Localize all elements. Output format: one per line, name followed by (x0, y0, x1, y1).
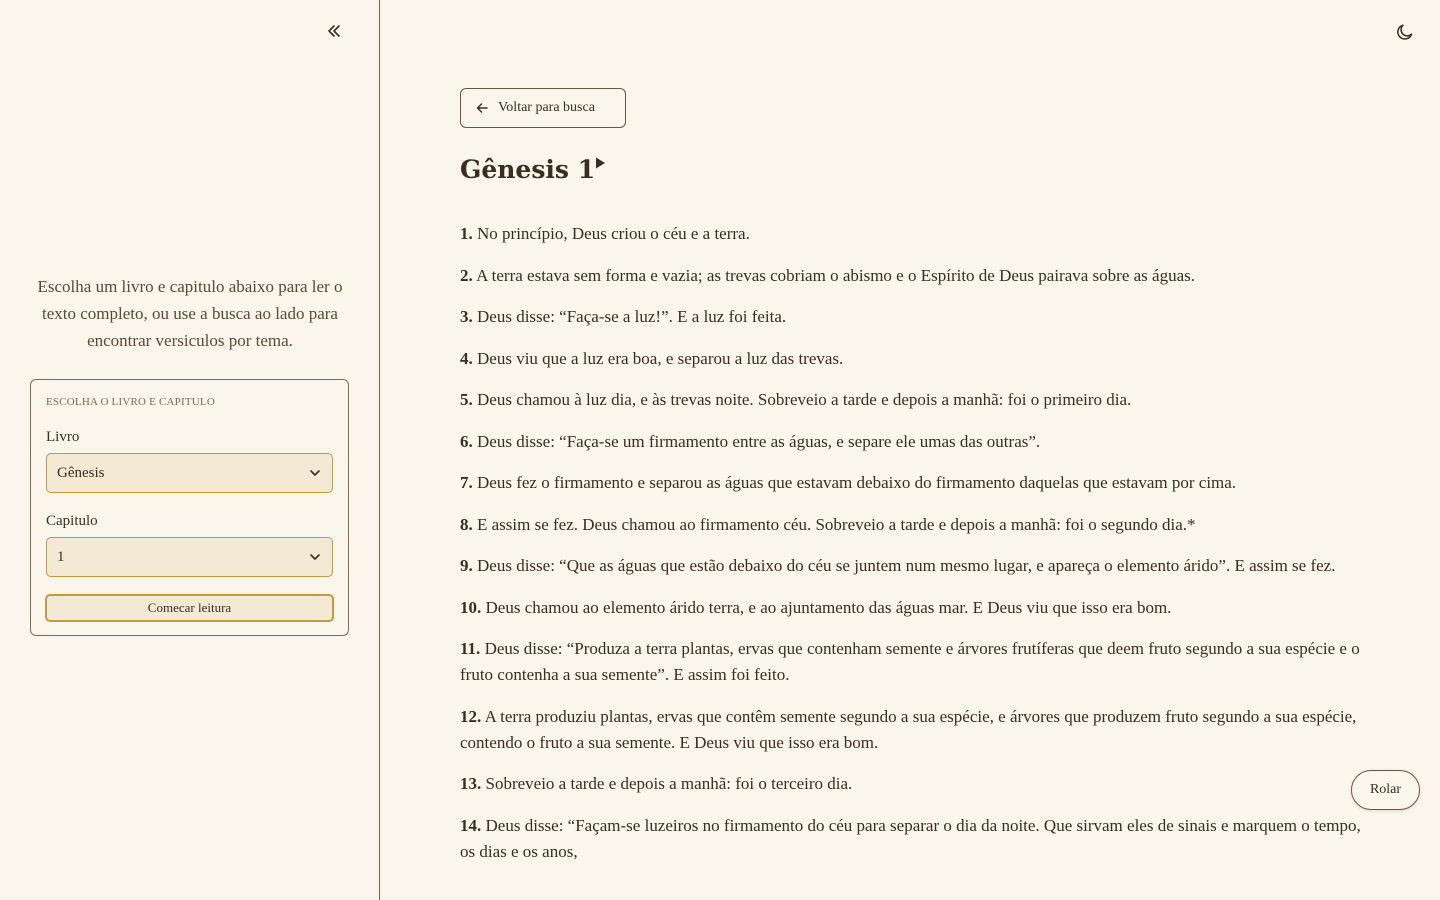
collapse-sidebar-button[interactable] (322, 19, 346, 43)
verse (460, 387, 1365, 413)
play-icon (594, 156, 606, 170)
book-select-value: Gênesis (57, 464, 105, 481)
verse (460, 263, 1365, 289)
verse-text: A terra produziu plantas, ervas que contêm semente segundo a sua espécie, e árvores que produzem fruto segundo a sua espécie, contendo o fruto a sua semente. E Deus viu que isso era bom. (460, 706, 1357, 752)
verse (460, 304, 1365, 330)
verse-number: 2. (460, 265, 473, 285)
verse-number: 4. (460, 348, 473, 368)
verse-text: Deus disse: “Que as águas que estão debaixo do céu se juntem num mesmo lugar, e apareça o elemento árido”. E assim se fez. (477, 556, 1336, 575)
verse-list (460, 221, 1365, 880)
verse-text: Deus disse: “Faça-se a luz!”. E a luz foi feita. (477, 307, 787, 326)
verse-number: 8. (460, 514, 473, 534)
verse (460, 221, 1365, 247)
verse (460, 636, 1365, 688)
verse (460, 346, 1365, 372)
chapter-select[interactable] (46, 537, 333, 577)
start-reading-button[interactable]: Comecar leitura (45, 594, 334, 622)
verse-number: 6. (460, 431, 473, 451)
auto-scroll-button[interactable]: Rolar (1351, 770, 1420, 810)
verse (460, 429, 1365, 455)
book-label: Livro (46, 429, 80, 445)
verse-number: 3. (460, 307, 473, 326)
verse-text: E assim se fez. Deus chamou ao firmamento céu. Sobreveio a tarde e depois a manhã: foi o segundo dia.* (477, 514, 1196, 534)
verse-text: No princípio, Deus criou o céu e a terra. (477, 224, 750, 243)
theme-toggle-button[interactable] (1393, 20, 1417, 44)
sidebar-intro-text: Escolha um livro e capitulo abaixo para ler o texto completo, ou use a busca ao lado para encontrar versiculos por tema. (37, 277, 343, 350)
arrow-left-icon (475, 101, 489, 115)
verse-number: 12. (460, 706, 482, 726)
book-chapter-picker (30, 379, 349, 636)
chevron-down-icon (308, 550, 322, 564)
chevron-down-icon (308, 466, 322, 480)
picker-title: ESCOLHA O LIVRO E CAPITULO (46, 396, 215, 408)
verse-number: 7. (460, 473, 473, 492)
verse-text: Deus viu que a luz era boa, e separou a luz das trevas. (477, 348, 844, 368)
verse-text: Deus chamou ao elemento árido terra, e ao ajuntamento das águas mar. E Deus viu que isso era bom. (485, 597, 1172, 617)
verse-text: Sobreveio a tarde e depois a manhã: foi o terceiro dia. (485, 774, 853, 793)
verse-text: Deus disse: “Façam-se luzeiros no firmamento do céu para separar o dia da noite. Que sirvam eles de sinais e marquem o tempo, os dias e os anos, (460, 815, 1361, 861)
verse-text: Deus disse: “Produza a terra plantas, ervas que contenham semente e árvores frutíferas que deem fruto segundo a sua espécie e o fruto contenha a sua semente”. E assim foi feito. (460, 639, 1360, 684)
verse-number: 13. (460, 774, 482, 793)
verse-text: A terra estava sem forma e vazia; as trevas cobriam o abismo e o Espírito de Deus pairava sobre as águas. (476, 265, 1195, 285)
verse-number: 9. (460, 556, 473, 575)
chapter-title: Gênesis 1 (460, 155, 596, 184)
verse (460, 813, 1365, 865)
book-select[interactable] (46, 453, 333, 493)
verse-number: 11. (460, 639, 481, 658)
moon-icon (1395, 22, 1415, 42)
verse (460, 704, 1365, 756)
verse (460, 512, 1365, 538)
chapter-select-value: 1 (57, 548, 65, 565)
verse (460, 595, 1365, 621)
verse-number: 14. (460, 815, 482, 835)
verse-number: 5. (460, 390, 473, 409)
verse (460, 771, 1365, 797)
chapter-label: Capitulo (46, 513, 98, 529)
verse (460, 470, 1365, 496)
sidebar (0, 0, 380, 900)
double-chevron-left-icon (325, 22, 343, 40)
verse-text: Deus fez o firmamento e separou as águas que estavam debaixo do firmamento daquelas que estavam por cima. (477, 473, 1237, 492)
back-to-search-button[interactable] (460, 88, 626, 128)
verse (460, 553, 1365, 579)
back-to-search-label: Voltar para busca (498, 100, 595, 115)
verse-number: 10. (460, 597, 482, 617)
verse-text: Deus disse: “Faça-se um firmamento entre as águas, e separe ele umas das outras”. (477, 431, 1041, 451)
verse-number: 1. (460, 224, 473, 243)
play-audio-button[interactable] (593, 156, 607, 170)
verse-text: Deus chamou à luz dia, e às trevas noite. Sobreveio a tarde e depois a manhã: foi o primeiro dia. (477, 390, 1132, 409)
